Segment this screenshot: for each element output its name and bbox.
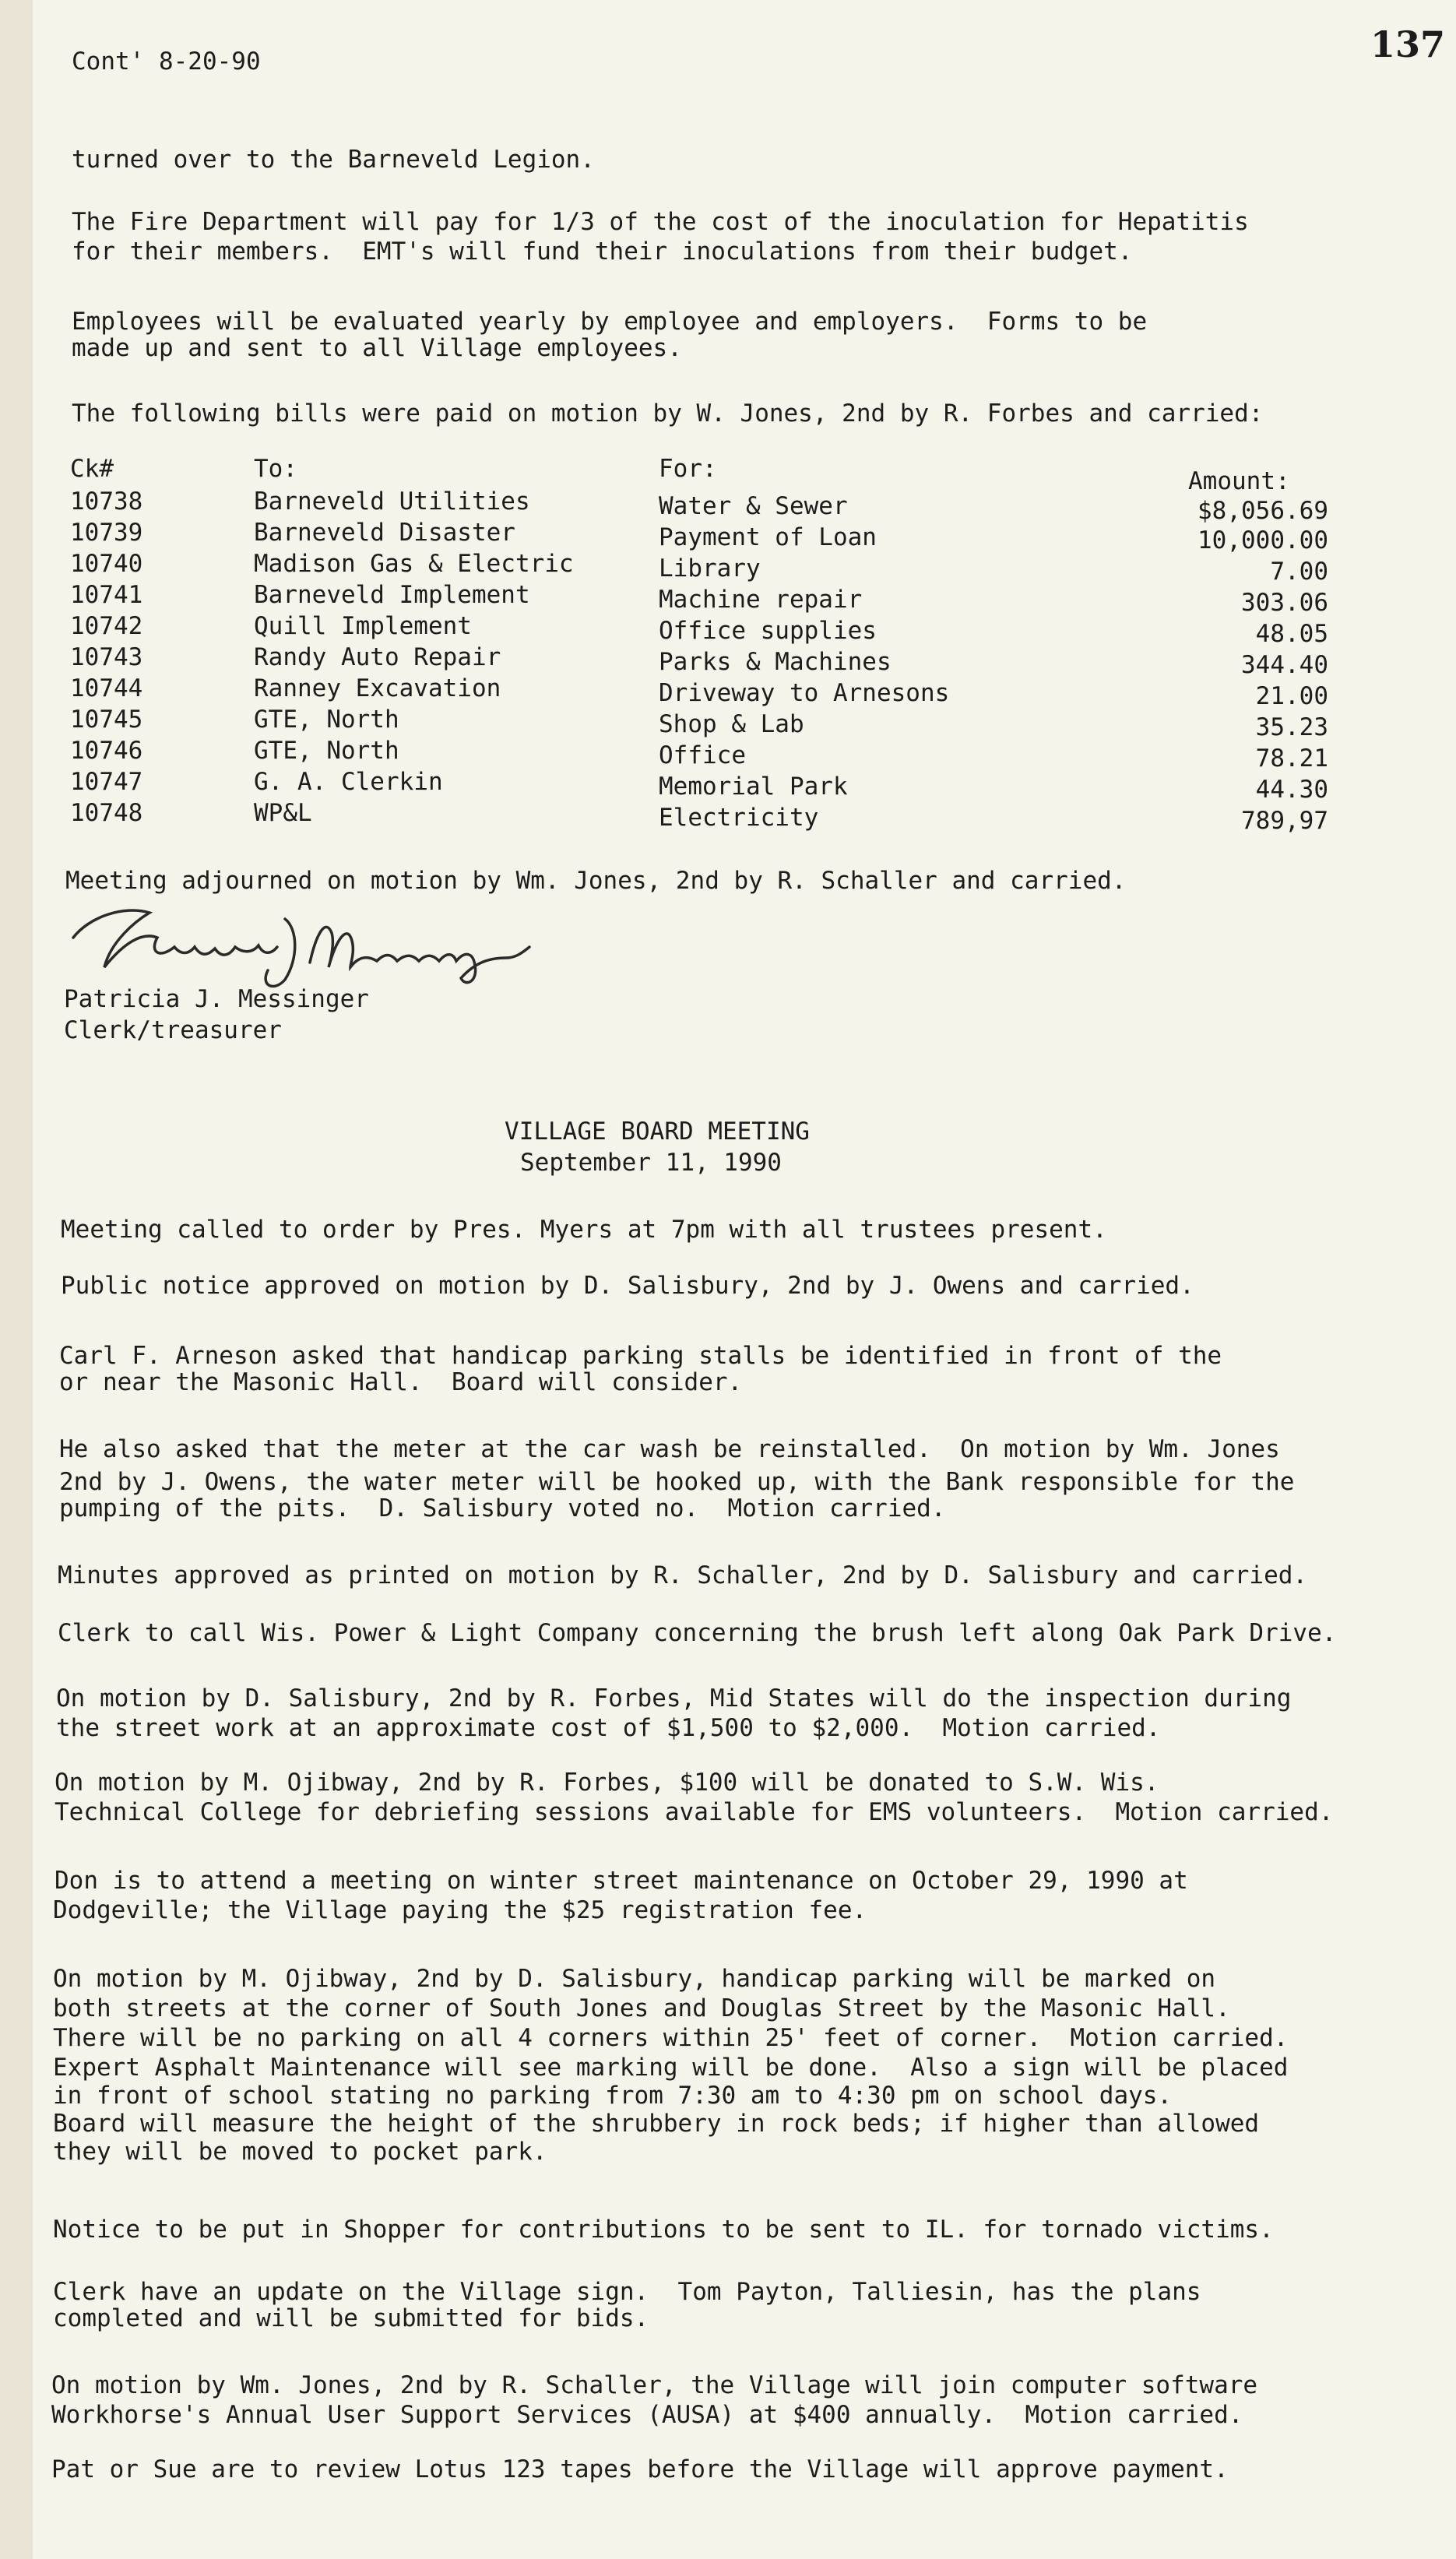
page-number: 137 [1370, 23, 1445, 65]
meeting-date: September 11, 1990 [520, 1149, 782, 1177]
minutes-line: in front of school stating no parking from 7:30 am to 4:30 pm on school days. [53, 2082, 1173, 2110]
bill-purpose: Memorial Park [659, 773, 848, 801]
bill-check-number: 10739 [70, 519, 143, 547]
paragraph-line: made up and sent to all Village employees. [72, 334, 682, 362]
minutes-line: Notice to be put in Shopper for contributions to be sent to IL. for tornado victims. [53, 2216, 1274, 2244]
clerk-name: Patricia J. Messinger [64, 985, 369, 1013]
bill-payee: GTE, North [254, 737, 399, 765]
bill-check-number: 10748 [70, 799, 143, 827]
bill-check-number: 10741 [70, 581, 143, 609]
bill-check-number: 10742 [70, 612, 143, 640]
minutes-line: On motion by D. Salisbury, 2nd by R. Forbes, Mid States will do the inspection during [56, 1684, 1292, 1712]
minutes-line: they will be moved to pocket park. [53, 2138, 547, 2166]
bill-payee: Ranney Excavation [254, 674, 501, 702]
bill-payee: Barneveld Utilities [254, 488, 530, 516]
bill-check-number: 10746 [70, 737, 143, 765]
minutes-line: Meeting called to order by Pres. Myers at 7pm with all trustees present. [61, 1216, 1107, 1244]
minutes-line: Technical College for debriefing sessions available for EMS volunteers. Motion carried. [55, 1798, 1334, 1826]
paragraph-line: for their members. EMT's will fund their inoculations from their budget. [72, 238, 1133, 266]
minutes-line: completed and will be submitted for bids. [53, 2304, 649, 2332]
paragraph-line: The following bills were paid on motion by W. Jones, 2nd by R. Forbes and carried: [72, 400, 1264, 428]
bill-payee: Quill Implement [254, 612, 472, 640]
bill-purpose: Library [659, 554, 761, 583]
bill-purpose: Shop & Lab [659, 710, 804, 738]
clerk-title: Clerk/treasurer [64, 1016, 282, 1044]
minutes-line: Workhorse's Annual User Support Services (AUSA) at $400 annually. Motion carried. [51, 2401, 1243, 2429]
minutes-line: Expert Asphalt Maintenance will see marking will be done. Also a sign will be placed [53, 2054, 1289, 2082]
minutes-line: Board will measure the height of the shrubbery in rock beds; if higher than allowed [53, 2110, 1260, 2138]
bill-check-number: 10743 [70, 643, 143, 671]
bill-purpose: Water & Sewer [659, 492, 848, 520]
minutes-line: Minutes approved as printed on motion by R. Schaller, 2nd by D. Salisbury and carried. [58, 1561, 1308, 1589]
bill-check-number: 10738 [70, 488, 143, 516]
paragraph-line: turned over to the Barneveld Legion. [72, 146, 595, 174]
bill-payee: Madison Gas & Electric [254, 550, 574, 578]
bill-purpose: Parks & Machines [659, 648, 892, 676]
bill-payee: GTE, North [254, 706, 399, 734]
bill-amount: 35.23 [1255, 713, 1328, 741]
bills-header-amount: Amount: [1188, 467, 1290, 495]
bill-amount: $8,056.69 [1198, 497, 1328, 525]
adjournment-text: Meeting adjourned on motion by Wm. Jones, 2nd by R. Schaller and carried. [65, 867, 1127, 895]
bill-amount: 10,000.00 [1198, 526, 1328, 554]
minutes-line: Clerk to call Wis. Power & Light Company concerning the brush left along Oak Park Drive. [58, 1619, 1337, 1647]
bill-payee: Randy Auto Repair [254, 643, 501, 671]
bill-payee: G. A. Clerkin [254, 768, 443, 796]
bill-payee: WP&L [254, 799, 312, 827]
bill-purpose: Office supplies [659, 617, 877, 645]
minutes-line: On motion by M. Ojibway, 2nd by R. Forbes, $100 will be donated to S.W. Wis. [55, 1769, 1159, 1797]
bill-purpose: Payment of Loan [659, 523, 877, 551]
bills-header-check: Ck# [70, 455, 114, 483]
minutes-line: the street work at an approximate cost of $1,500 to $2,000. Motion carried. [56, 1714, 1161, 1742]
minutes-line: Pat or Sue are to review Lotus 123 tapes before the Village will approve payment. [51, 2455, 1229, 2483]
minutes-line: On motion by M. Ojibway, 2nd by D. Salisbury, handicap parking will be marked on [53, 1965, 1216, 1993]
bill-purpose: Office [659, 741, 746, 769]
meeting-title: VILLAGE BOARD MEETING [505, 1118, 810, 1146]
minutes-line: Carl F. Arneson asked that handicap parking stalls be identified in front of the [59, 1342, 1222, 1370]
minutes-line: Public notice approved on motion by D. Salisbury, 2nd by J. Owens and carried. [61, 1272, 1194, 1300]
bill-amount: 78.21 [1255, 744, 1328, 773]
bills-header-to: To: [254, 455, 297, 483]
page-edge-shadow [0, 0, 33, 2559]
minutes-line: 2nd by J. Owens, the water meter will be hooked up, with the Bank responsible for the [59, 1468, 1295, 1496]
bill-check-number: 10747 [70, 768, 143, 796]
continued-label: Cont' 8-20-90 [72, 48, 261, 76]
minutes-line: Dodgeville; the Village paying the $25 registration fee. [53, 1896, 867, 1924]
bill-amount: 344.40 [1241, 651, 1328, 679]
bill-amount: 303.06 [1241, 589, 1328, 617]
bill-payee: Barneveld Disaster [254, 519, 515, 547]
bill-purpose: Machine repair [659, 586, 863, 614]
minutes-line: Clerk have an update on the Village sign. Tom Payton, Talliesin, has the plans [53, 2278, 1201, 2306]
bill-amount: 7.00 [1270, 558, 1328, 586]
bill-amount: 789,97 [1241, 807, 1328, 835]
minutes-line: He also asked that the meter at the car wash be reinstalled. On motion by Wm. Jones [59, 1435, 1280, 1463]
paragraph-line: Employees will be evaluated yearly by employee and employers. Forms to be [72, 308, 1148, 336]
bill-amount: 44.30 [1255, 776, 1328, 804]
bill-amount: 48.05 [1255, 620, 1328, 648]
minutes-line: both streets at the corner of South Jones and Douglas Street by the Masonic Hall. [53, 1994, 1230, 2022]
minutes-line: On motion by Wm. Jones, 2nd by R. Schaller, the Village will join computer software [51, 2371, 1258, 2399]
minutes-line: Don is to attend a meeting on winter street maintenance on October 29, 1990 at [55, 1867, 1188, 1895]
bill-check-number: 10745 [70, 706, 143, 734]
bill-payee: Barneveld Implement [254, 581, 530, 609]
bill-check-number: 10740 [70, 550, 143, 578]
bill-purpose: Electricity [659, 804, 819, 832]
minutes-line: or near the Masonic Hall. Board will consider. [59, 1368, 743, 1396]
minutes-line: pumping of the pits. D. Salisbury voted no. Motion carried. [59, 1494, 946, 1522]
bill-check-number: 10744 [70, 674, 143, 702]
minutes-line: There will be no parking on all 4 corners within 25' feet of corner. Motion carried. [53, 2024, 1289, 2052]
bill-amount: 21.00 [1255, 682, 1328, 710]
bill-purpose: Driveway to Arnesons [659, 679, 950, 707]
paragraph-line: The Fire Department will pay for 1/3 of the cost of the inoculation for Hepatitis [72, 208, 1249, 236]
bills-header-for: For: [659, 455, 717, 483]
